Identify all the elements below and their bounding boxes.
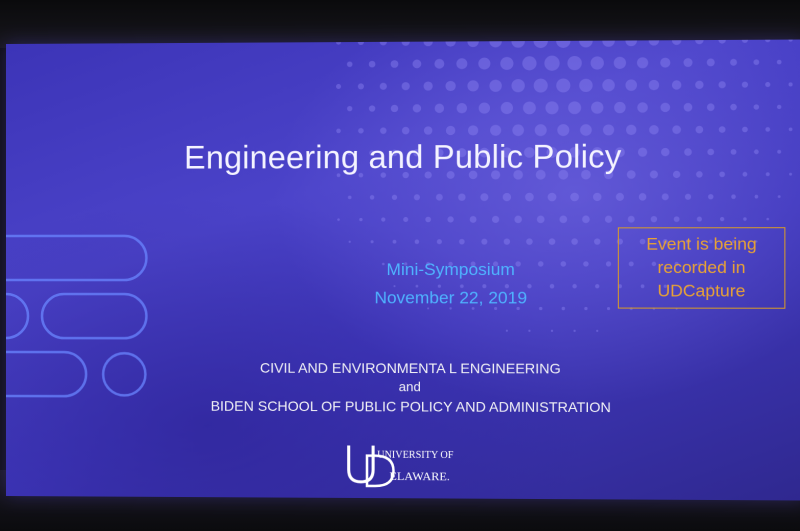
slide-title: Engineering and Public Policy	[184, 138, 622, 176]
conjunction-text: and	[398, 379, 421, 395]
logo-text-top: UNIVERSITY OF	[377, 449, 454, 462]
recording-notice-line2: recorded in	[657, 257, 746, 278]
logo-text-bottom: ELAWARE.	[389, 468, 450, 484]
university-logo	[345, 441, 457, 488]
event-type: Mini-Symposium	[386, 259, 515, 280]
department-name: CIVIL AND ENVIRONMENTA L ENGINEERING	[259, 359, 561, 377]
recording-notice-line3: UDCapture	[657, 281, 746, 301]
school-name: BIDEN SCHOOL OF PUBLIC POLICY AND ADMINISTRATION	[210, 397, 611, 416]
recording-notice	[618, 227, 786, 309]
recording-notice-line1: Event is being	[646, 234, 757, 254]
event-date: November 22, 2019	[374, 288, 528, 308]
projection-screen	[6, 39, 800, 500]
